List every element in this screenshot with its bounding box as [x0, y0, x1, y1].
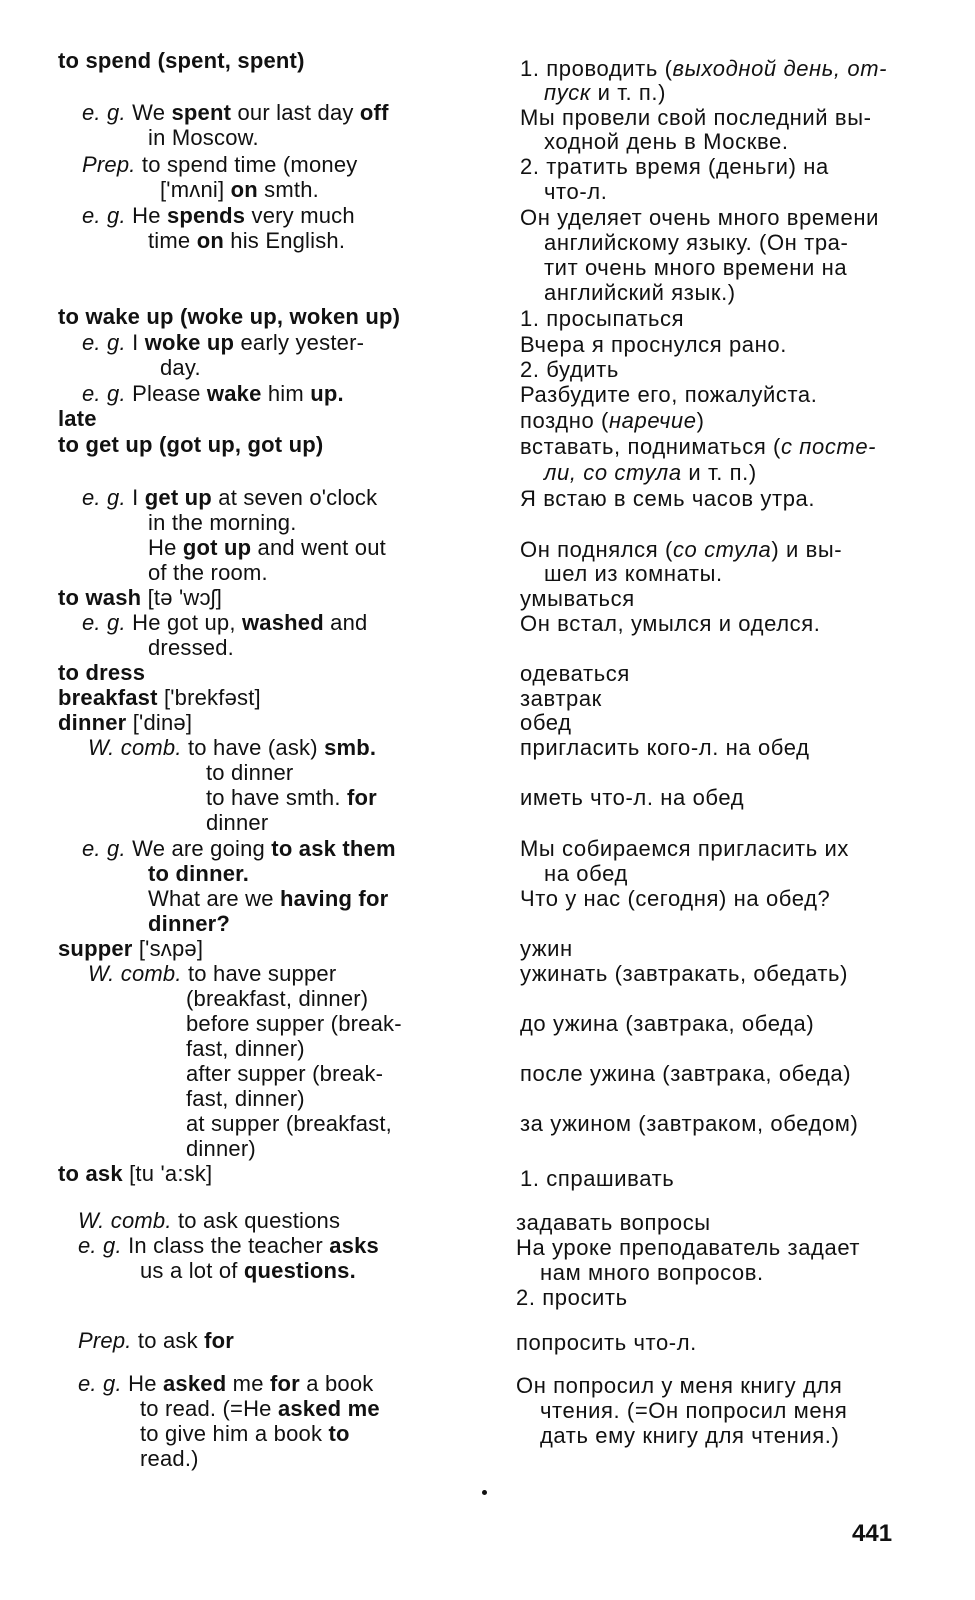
english-text: e. g.: [82, 100, 133, 125]
english-line: [58, 710, 192, 736]
english-text: to ask: [137, 1328, 205, 1353]
english-line: [148, 125, 259, 151]
russian-line: [520, 710, 572, 736]
english-text: ['sʌpə]: [132, 936, 204, 961]
english-text: his English.: [223, 228, 346, 253]
english-text: at supper (breakfast,: [186, 1111, 392, 1136]
russian-line: [520, 836, 849, 862]
english-line: [82, 836, 396, 862]
russian-line: [516, 1235, 860, 1261]
english-line: [148, 911, 230, 937]
russian-text: до ужина (завтрака, обеда): [520, 1011, 815, 1036]
english-text: e. g.: [82, 836, 133, 861]
russian-line: [516, 1210, 711, 1236]
russian-text: 1. просыпаться: [520, 306, 685, 331]
russian-text: поздно (: [520, 408, 609, 433]
russian-text: Я встаю в семь часов утра.: [520, 486, 816, 511]
russian-text: Он уделяет очень много времени: [520, 205, 879, 230]
english-text: day.: [160, 355, 201, 380]
english-text: We: [132, 100, 172, 125]
english-text: fast, dinner): [186, 1036, 305, 1061]
russian-line: [520, 1061, 851, 1087]
russian-line: [520, 205, 879, 231]
russian-line: [520, 306, 684, 332]
russian-line: [520, 686, 602, 712]
english-text: him: [261, 381, 311, 406]
english-line: [78, 1371, 373, 1397]
russian-line: [540, 1398, 847, 1424]
english-text: He: [132, 203, 167, 228]
english-text: early yester-: [234, 330, 365, 355]
russian-text: Разбудите его, пожалуйста.: [520, 382, 818, 407]
english-line: [140, 1396, 380, 1422]
english-line: [58, 48, 305, 74]
russian-text: после ужина (завтрака, обеда): [520, 1061, 852, 1086]
russian-text: Вчера я проснулся рано.: [520, 332, 787, 357]
russian-line: [520, 382, 817, 408]
russian-text: пригласить кого-л. на обед: [520, 735, 810, 760]
english-text: washed: [241, 610, 324, 635]
english-text: ['mʌni]: [160, 177, 231, 202]
english-line: [82, 330, 364, 356]
russian-line: [520, 408, 705, 434]
english-text: e. g.: [82, 485, 133, 510]
english-line: [82, 381, 344, 407]
russian-text: Что у нас (сегодня) на обед?: [520, 886, 831, 911]
english-text: for: [269, 1371, 300, 1396]
russian-text: выходной день, от-: [672, 56, 888, 81]
russian-line: [520, 105, 872, 131]
english-text: I: [132, 485, 145, 510]
english-line: [206, 785, 377, 811]
russian-line: [520, 785, 744, 811]
english-text: to have (ask): [188, 735, 325, 760]
russian-text: 2. тратить время (деньги) на: [520, 154, 829, 179]
english-text: at seven o'clock: [211, 485, 378, 510]
english-text: (breakfast, dinner): [186, 986, 369, 1011]
english-text: He got up,: [132, 610, 242, 635]
russian-text: за ужином (завтраком, обедом): [520, 1111, 859, 1136]
english-text: to dress: [58, 660, 146, 685]
russian-text: попросить что-л.: [516, 1330, 697, 1355]
english-text: In class the teacher: [128, 1233, 330, 1258]
english-text: smth.: [257, 177, 319, 202]
russian-text: английский язык.): [544, 280, 736, 305]
russian-line: [516, 1330, 697, 1356]
russian-line: [540, 1423, 839, 1449]
english-line: [160, 177, 319, 203]
english-text: off: [359, 100, 389, 125]
russian-text: обед: [520, 710, 572, 735]
russian-text: На уроке преподаватель задает: [516, 1235, 861, 1260]
english-text: spends: [166, 203, 246, 228]
english-text: He: [148, 535, 183, 560]
russian-line: [520, 886, 830, 912]
russian-line: [520, 357, 619, 383]
russian-text: шел из комнаты.: [544, 561, 723, 586]
english-text: after supper (break-: [186, 1061, 384, 1086]
english-text: e. g.: [78, 1233, 129, 1258]
english-text: asked: [162, 1371, 227, 1396]
english-text: very much: [245, 203, 355, 228]
russian-text: нам много вопросов.: [540, 1260, 764, 1285]
english-text: to get up (got up, got up): [58, 432, 324, 457]
english-text: ['dinə]: [126, 710, 193, 735]
english-text: in the morning.: [148, 510, 297, 535]
english-line: [58, 304, 400, 330]
english-line: [186, 1086, 305, 1112]
english-text: W. comb.: [88, 961, 188, 986]
english-text: to dinner: [206, 760, 294, 785]
english-line: [88, 961, 336, 987]
english-text: up.: [310, 381, 344, 406]
english-text: ['brekfəst]: [157, 685, 261, 710]
russian-line: [520, 486, 815, 512]
english-text: dinner: [206, 810, 269, 835]
english-line: [186, 1111, 392, 1137]
russian-line: [540, 1260, 764, 1286]
english-text: to have supper: [188, 961, 337, 986]
russian-line: [520, 1011, 814, 1037]
english-text: to wash: [58, 585, 142, 610]
russian-line: [520, 936, 573, 962]
english-text: asked me: [277, 1396, 380, 1421]
english-text: us a lot of: [140, 1258, 244, 1283]
russian-line: [516, 1285, 628, 1311]
russian-text: дать ему книгу для чтения.): [540, 1423, 840, 1448]
russian-text: Он встал, умылся и оделся.: [520, 611, 821, 636]
russian-line: [544, 561, 723, 587]
russian-text: ходной день в Москве.: [544, 129, 789, 154]
english-text: for: [204, 1328, 235, 1353]
english-line: [58, 432, 323, 458]
english-line: [140, 1421, 350, 1447]
english-text: dinner: [58, 710, 127, 735]
english-line: [206, 810, 268, 836]
russian-text: тит очень много времени на: [544, 255, 848, 280]
russian-text: 1. проводить (: [520, 56, 673, 81]
english-text: to read. (=He: [140, 1396, 278, 1421]
english-line: [186, 986, 368, 1012]
russian-line: [544, 255, 847, 281]
english-text: in Moscow.: [148, 125, 259, 150]
english-line: [58, 685, 261, 711]
english-text: [tə 'wɔʃ]: [141, 585, 223, 610]
english-text: on: [230, 177, 258, 202]
english-text: wake: [206, 381, 262, 406]
english-line: [160, 355, 201, 381]
russian-text: 2. просить: [516, 1285, 628, 1310]
russian-text: английскому языку. (Он тра-: [544, 230, 849, 255]
english-text: to dinner.: [148, 861, 249, 886]
english-line: [58, 406, 97, 432]
english-text: e. g.: [78, 1371, 129, 1396]
english-line: [88, 735, 376, 761]
russian-text: завтрак: [520, 686, 602, 711]
english-line: [148, 861, 249, 887]
english-text: on: [196, 228, 224, 253]
english-text: e. g.: [82, 610, 133, 635]
russian-line: [520, 661, 630, 687]
english-text: We are going: [132, 836, 272, 861]
english-text: He: [128, 1371, 163, 1396]
russian-text: и т. п.): [590, 80, 667, 105]
english-text: asks: [329, 1233, 379, 1258]
russian-text: на обед: [544, 861, 628, 886]
english-line: [78, 1328, 234, 1354]
russian-line: [544, 280, 736, 306]
english-text: a book: [299, 1371, 374, 1396]
english-text: time: [148, 228, 197, 253]
russian-text: ли, со стула: [544, 460, 682, 485]
english-text: and: [323, 610, 368, 635]
russian-line: [520, 611, 820, 637]
english-line: [58, 585, 222, 611]
english-text: to spend time (money: [141, 152, 358, 177]
english-text: breakfast: [58, 685, 158, 710]
english-line: [58, 1161, 212, 1187]
russian-text: Он попросил у меня книгу для: [516, 1373, 843, 1398]
english-line: [82, 485, 377, 511]
english-line: [186, 1036, 305, 1062]
russian-line: [520, 961, 848, 987]
english-text: to: [328, 1421, 350, 1446]
english-line: [82, 610, 367, 636]
english-text: get up: [144, 485, 212, 510]
russian-text: ) и вы-: [771, 537, 843, 562]
english-text: supper: [58, 936, 133, 961]
english-line: [82, 152, 357, 178]
english-text: I: [132, 330, 145, 355]
russian-line: [520, 154, 829, 180]
russian-text: наречие: [608, 408, 697, 433]
russian-line: [544, 129, 789, 155]
english-text: got up: [182, 535, 252, 560]
english-line: [58, 660, 145, 686]
russian-line: [520, 332, 787, 358]
english-text: read.): [140, 1446, 199, 1471]
russian-line: [544, 80, 666, 106]
russian-line: [520, 56, 887, 82]
english-line: [148, 228, 345, 254]
english-line: [78, 1233, 379, 1259]
english-text: smb.: [324, 735, 377, 760]
english-text: before supper (break-: [186, 1011, 402, 1036]
english-text: fast, dinner): [186, 1086, 305, 1111]
english-line: [148, 510, 297, 536]
stray-dot: [482, 1490, 487, 1495]
russian-text: иметь что-л. на обед: [520, 785, 745, 810]
english-text: woke up: [144, 330, 235, 355]
russian-text: с посте-: [780, 434, 877, 459]
english-text: [tu 'a:sk]: [122, 1161, 213, 1186]
english-line: [148, 560, 268, 586]
russian-line: [544, 230, 848, 256]
russian-text: вставать, подниматься (: [520, 434, 781, 459]
russian-text: ужинать (завтракать, обедать): [520, 961, 849, 986]
russian-text: одеваться: [520, 661, 630, 686]
russian-text: умываться: [520, 586, 635, 611]
russian-line: [520, 735, 810, 761]
english-text: to ask them: [271, 836, 396, 861]
russian-text: Мы собираемся пригласить их: [520, 836, 849, 861]
english-text: to have smth.: [206, 785, 347, 810]
russian-line: [520, 434, 876, 460]
english-line: [206, 760, 293, 786]
english-line: [186, 1011, 402, 1037]
english-text: to spend (spent, spent): [58, 48, 305, 73]
russian-line: [544, 861, 628, 887]
english-text: Prep.: [82, 152, 142, 177]
russian-text: 2. будить: [520, 357, 619, 382]
english-line: [58, 936, 203, 962]
english-text: spent: [171, 100, 232, 125]
russian-text: задавать вопросы: [516, 1210, 711, 1235]
english-line: [148, 886, 388, 912]
english-text: Please: [132, 381, 207, 406]
english-line: [82, 203, 355, 229]
russian-text: и т. п.): [681, 460, 757, 485]
english-text: to wake up (woke up, woken up): [58, 304, 401, 329]
russian-text: со стула: [672, 537, 772, 562]
russian-text: пуск: [544, 80, 591, 105]
russian-text: Мы провели свой последний вы-: [520, 105, 872, 130]
english-text: me: [226, 1371, 270, 1396]
english-line: [148, 535, 386, 561]
english-text: to give him a book: [140, 1421, 329, 1446]
russian-text: 1. спрашивать: [520, 1166, 675, 1191]
russian-text: что-л.: [544, 179, 608, 204]
english-line: [186, 1136, 256, 1162]
english-line: [148, 635, 234, 661]
english-text: What are we: [148, 886, 281, 911]
english-text: late: [58, 406, 97, 431]
english-text: of the room.: [148, 560, 268, 585]
russian-line: [544, 179, 607, 205]
english-line: [78, 1208, 340, 1234]
english-text: dressed.: [148, 635, 234, 660]
english-text: W. comb.: [88, 735, 188, 760]
english-text: for: [346, 785, 377, 810]
english-text: to ask: [58, 1161, 123, 1186]
english-line: [82, 100, 389, 126]
english-text: Prep.: [78, 1328, 138, 1353]
english-text: questions.: [243, 1258, 356, 1283]
russian-text: ): [696, 408, 705, 433]
english-text: e. g.: [82, 203, 133, 228]
english-text: having for: [280, 886, 389, 911]
english-text: to ask questions: [178, 1208, 341, 1233]
page-number: 441: [852, 1520, 893, 1547]
english-text: dinner): [186, 1136, 256, 1161]
russian-line: [520, 1166, 674, 1192]
english-text: W. comb.: [78, 1208, 178, 1233]
russian-line: [520, 586, 635, 612]
russian-text: ужин: [520, 936, 573, 961]
english-line: [140, 1446, 199, 1472]
english-text: dinner?: [148, 911, 231, 936]
english-line: [140, 1258, 356, 1284]
russian-text: чтения. (=Он попросил меня: [540, 1398, 848, 1423]
english-text: our last day: [231, 100, 360, 125]
russian-line: [544, 460, 757, 486]
english-text: and went out: [251, 535, 386, 560]
russian-line: [516, 1373, 842, 1399]
english-line: [186, 1061, 383, 1087]
russian-text: Он поднялся (: [520, 537, 673, 562]
russian-line: [520, 537, 842, 563]
english-text: e. g.: [82, 330, 133, 355]
english-text: e. g.: [82, 381, 133, 406]
russian-line: [520, 1111, 858, 1137]
